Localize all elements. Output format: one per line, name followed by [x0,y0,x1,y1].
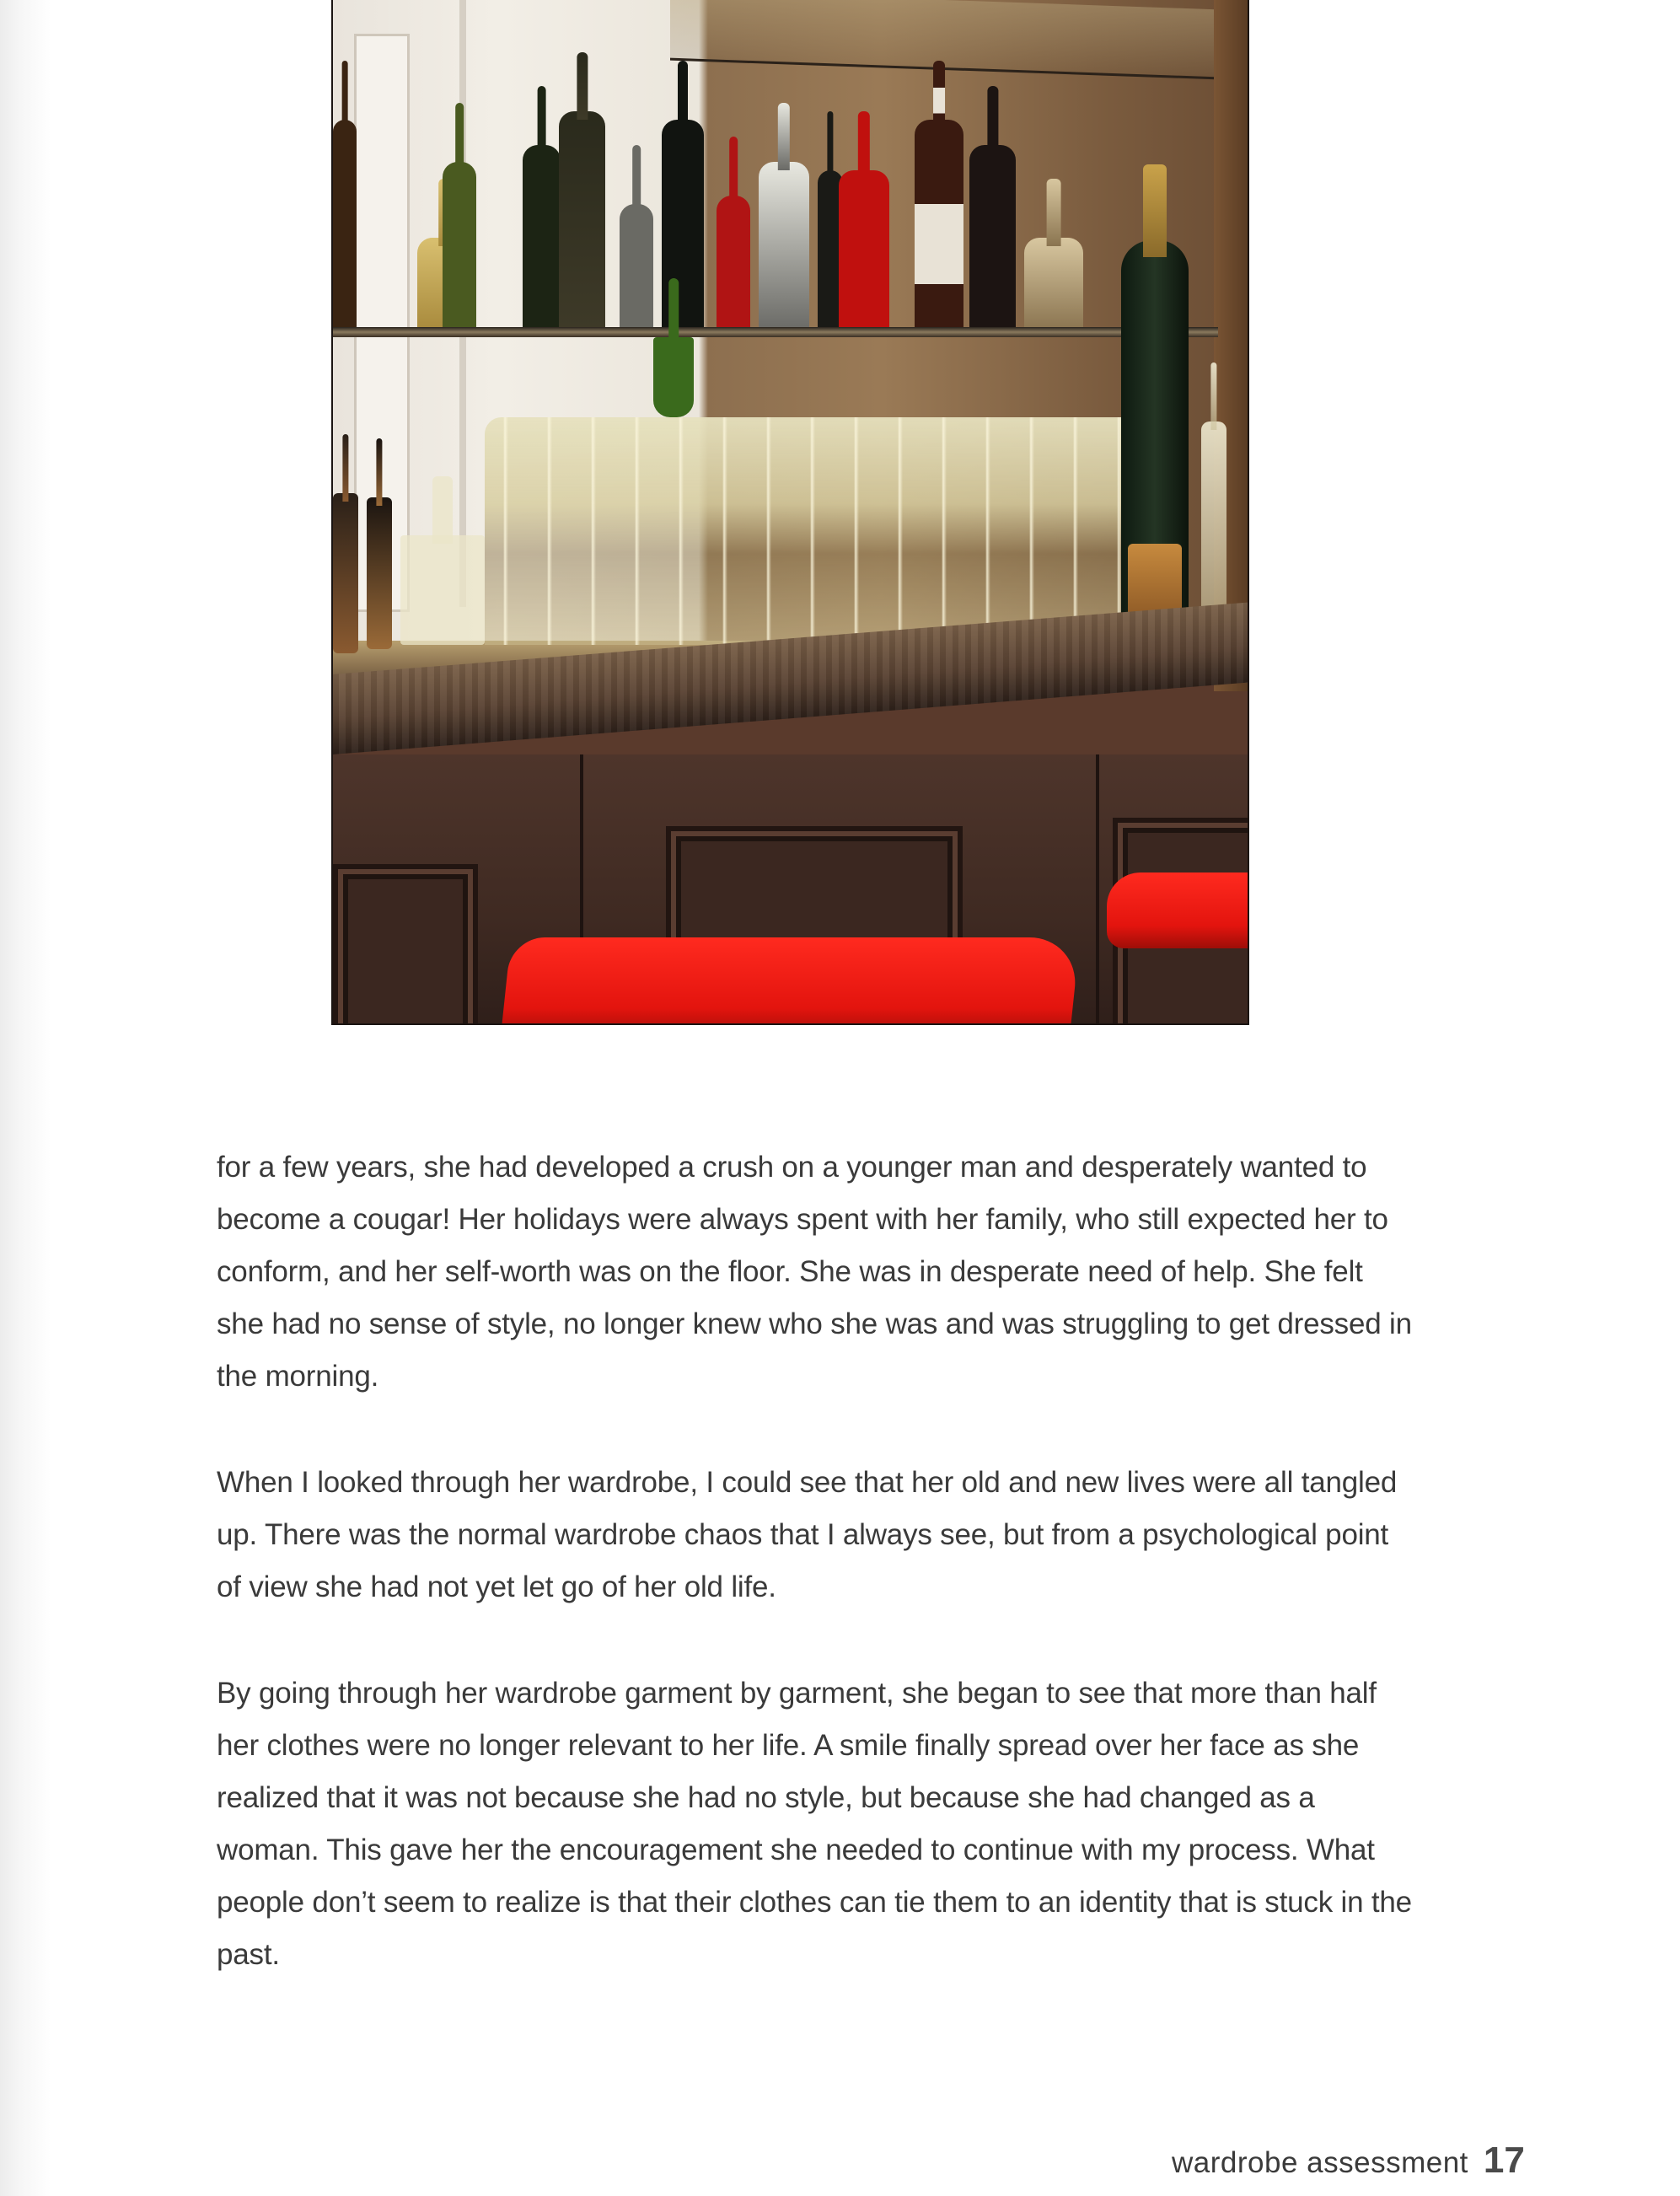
photo-bottle [653,337,694,417]
paragraph: When I looked through her wardrobe, I could see that her old and new lives were all tangled up. There was the normal wardrobe chaos that I always see, but from a psychological point of view she had not yet let go of her old life. [217,1466,1398,1603]
bar-photo [331,0,1249,1025]
scan-gutter-shadow [0,0,51,2196]
photo-flute [1201,421,1226,632]
page-number: 17 [1483,2140,1525,2181]
photo-bottle [969,145,1016,330]
photo-cabinet-seam [1096,754,1099,1024]
photo-bottle [839,170,889,330]
article-body [217,1141,1414,2035]
paragraph: By going through her wardrobe garment by garment, she began to see that more than half her clothes were no longer relevant to her life. A smile finally spread over her face as she realized that it was not because she had no style, but because she had changed as a woman. This gave her the encouragement she needed to continue with my process. What people don’t seem to realize is that their clothes can tie them to an identity that is stuck in the past. [217,1677,1412,1971]
photo-bottle [443,162,476,330]
photo-bottle [523,145,561,330]
running-footer-section-title: wardrobe assessment [1172,2146,1468,2179]
photo-glass-shelf [333,327,1218,337]
photo-bottle [620,204,653,330]
paragraph: for a few years, she had developed a crush on a younger man and desperately wanted to become a cougar! Her holidays were always spent with her family, who still expected her to conform, and her self-worth was on the floor. She was in desperate need of help. She felt she had no sense of style, no longer knew who she was and was struggling to get dressed in the morning. [217,1151,1412,1393]
photo-cabinet-panel [333,864,478,1025]
page-footer [1172,2140,1576,2182]
photo-small-bottle [367,497,392,649]
photo-bottle [559,111,605,330]
photo-bottle [333,120,357,330]
photo-champagne-magnum [1121,240,1189,645]
photo-bottle [915,120,963,330]
photo-bottle [759,162,809,330]
photo-tumbler [400,535,485,645]
photo-red-stool [501,937,1081,1025]
photo-bottle [1024,238,1083,330]
photo-champagne-glasses [485,417,1142,645]
photo-small-bottle [333,493,358,653]
photo-bottle [717,196,750,330]
photo-red-stool [1107,872,1249,948]
